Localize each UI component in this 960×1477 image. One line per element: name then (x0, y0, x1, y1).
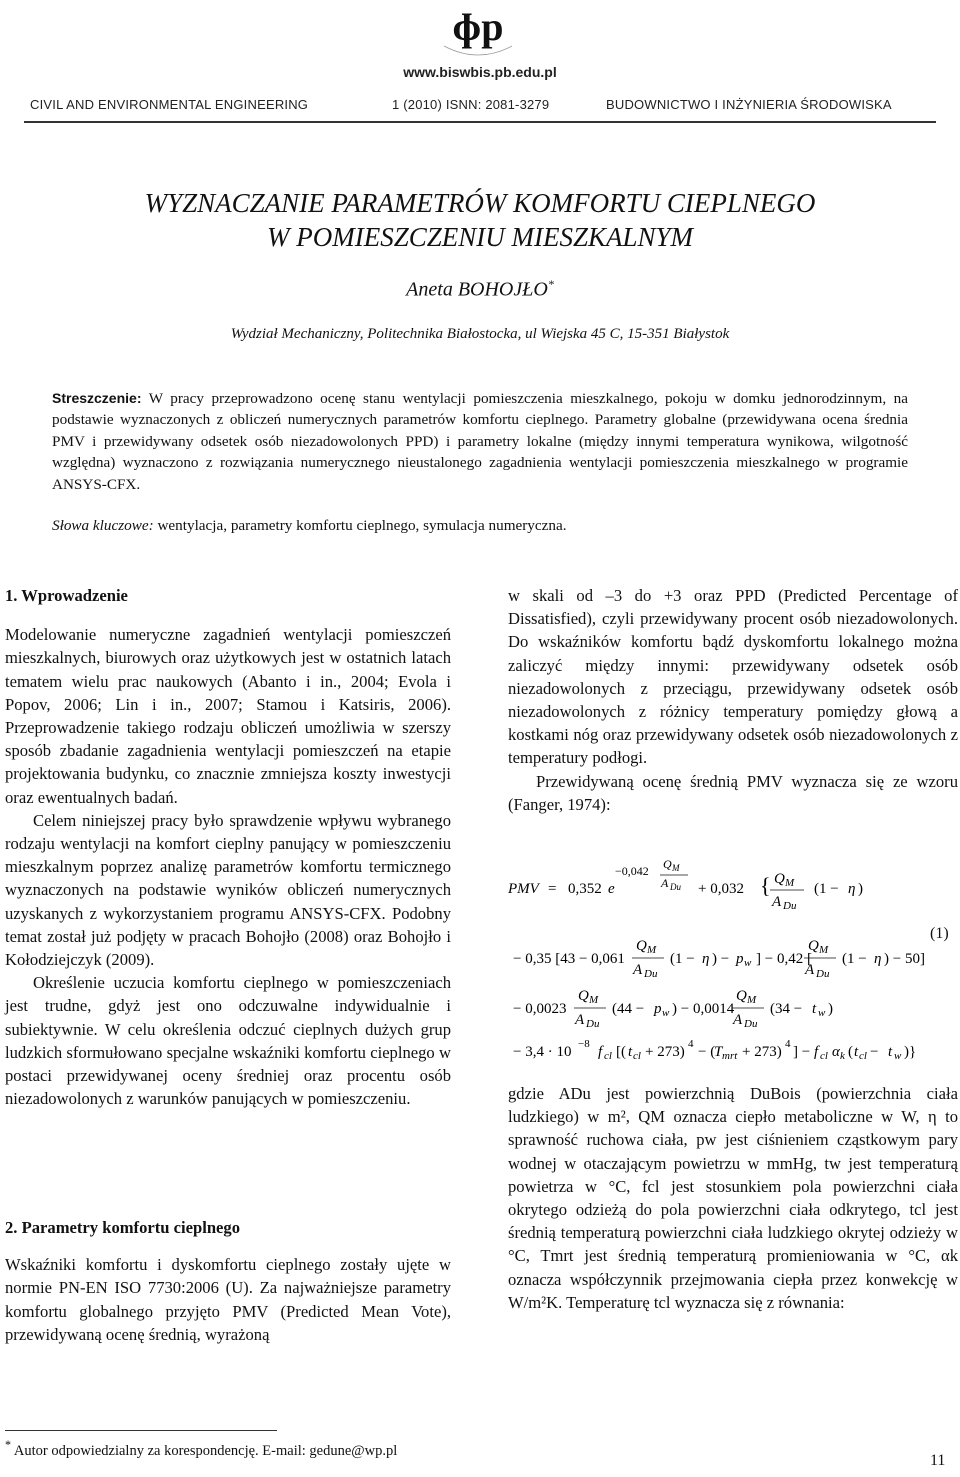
svg-text:A: A (575, 1012, 585, 1028)
svg-text:Q: Q (808, 938, 819, 954)
affiliation: Wydział Mechaniczny, Politechnika Białostocka, ul Wiejska 45 C, 15-351 Białystok (230, 326, 730, 342)
svg-text:(1 −: (1 − (670, 951, 695, 967)
svg-text:Du: Du (783, 900, 797, 912)
abstract-label: Streszczenie: (52, 390, 142, 406)
svg-text:(1 −: (1 − (814, 881, 839, 897)
journal-english-name: CIVIL AND ENVIRONMENTAL ENGINEERING (30, 97, 309, 112)
svg-text:Q: Q (736, 988, 747, 1004)
svg-text:Du: Du (816, 968, 830, 980)
author-footnote-mark: * (547, 277, 554, 291)
university-logo (430, 6, 526, 58)
journal-polish-name: BUDOWNICTWO I INŻYNIERIA ŚRODOWISKA (606, 97, 892, 112)
journal-issue: 1 (2010) ISNN: 2081-3279 (392, 97, 550, 112)
section-2-paragraph-1: Wskaźniki komfortu i dyskomfortu cieplnego zostały ujęte w normie PN-EN ISO 7730:2006 (U). Za najważniejsze parametry komfortu globalnego przyjęto PMV (Predicted Mean Vote), przewidywaną ocenę średnią, wyrażoną (5, 1255, 451, 1344)
svg-text:A: A (661, 876, 669, 890)
svg-text:t: t (888, 1044, 893, 1060)
svg-text:A: A (772, 894, 782, 910)
svg-text:ɸp: ɸp (452, 6, 504, 49)
svg-text:A: A (633, 962, 643, 978)
svg-text:[(: [( (616, 1044, 626, 1060)
svg-text:w: w (744, 957, 752, 969)
svg-text:M: M (589, 994, 599, 1006)
svg-text:Q: Q (636, 938, 647, 954)
author (0, 277, 960, 302)
svg-text:p: p (654, 1001, 662, 1017)
section-1-heading: 1. Wprowadzenie (5, 586, 128, 605)
svg-text:M: M (747, 994, 757, 1006)
header-rule (24, 121, 936, 123)
svg-text:(: ( (848, 1044, 853, 1060)
svg-text:f: f (814, 1044, 819, 1060)
keywords-text: wentylacja, parametry komfortu cieplnego, symulacja numeryczna. (153, 517, 567, 534)
svg-text:M: M (785, 877, 795, 889)
right-paragraph-1: w skali od –3 do +3 oraz PPD (Predicted Percentage of Dissatisfied), czyli przewidywany procent osób niezadowolonych. Do wskaźników komfortu bądź dyskomfortu lokalnego można zaliczyć między innymi: przewidywany odsetek osób niezadowolonych z przeciągu, przewidywany odsetek osób niezadowolonych z różnicy temperatury pomiędzy głową a kostkami nóg oraz przewidywany odsetek osób niezadowolonych z temperatury podłogi. (508, 586, 958, 768)
page-number: 11 (930, 1452, 946, 1469)
svg-text:− (: − ( (698, 1044, 716, 1060)
svg-text:Q: Q (578, 988, 589, 1004)
svg-text:mrt: mrt (722, 1050, 738, 1062)
svg-text:(44 −: (44 − (612, 1001, 645, 1017)
footnote-text: Autor odpowiedzialny za korespondencję. E-mail: gedune@wp.pl (13, 1442, 398, 1459)
svg-text:) − 50]: ) − 50] (884, 951, 925, 967)
section-1-paragraph-1: Modelowanie numeryczne zagadnień wentylacji pomieszczeń mieszkalnych, biurowych oraz użytkowych jest w ostatnich latach tematem wielu prac naukowych (Abanto i in., 2004; Evola i Popov, 2006; Lin i in., 2007; Stamou i Katsiris, 2006). Przeprowadzenie takiego rodzaju obliczeń umożliwia w szerszy sposób zbadanie zagadnienia wentylacji pomieszczeń na etapie projektowania budynku, co znacznie zmniejsza koszty inwestycji oraz ewentualnych badań. (5, 625, 451, 807)
keywords-label: Słowa kluczowe: (52, 517, 154, 534)
svg-text:] −: ] − (793, 1044, 811, 1060)
svg-text:− 0,35 [43 − 0,061: − 0,35 [43 − 0,061 (513, 951, 625, 967)
svg-text:4: 4 (785, 1038, 791, 1050)
footnote-rule (5, 1430, 277, 1431)
svg-text:0,352: 0,352 (568, 881, 602, 897)
author-name: Aneta BOHOJŁO (406, 278, 548, 301)
svg-text:cl: cl (633, 1050, 641, 1062)
svg-text:Q: Q (774, 871, 785, 887)
svg-text:η: η (702, 951, 710, 967)
svg-text:k: k (840, 1050, 845, 1062)
svg-text:t: t (812, 1001, 817, 1017)
svg-text:4: 4 (688, 1038, 694, 1050)
keywords (52, 517, 908, 535)
svg-text:Du: Du (670, 882, 681, 892)
svg-text:A: A (805, 962, 815, 978)
svg-text:p: p (736, 951, 744, 967)
paper-title-line-1: WYZNACZANIE PARAMETRÓW KOMFORTU CIEPLNEGO (144, 188, 816, 218)
journal-url[interactable]: www.biswbis.pb.edu.pl (403, 64, 557, 80)
svg-text:M: M (672, 863, 680, 873)
svg-text:Du: Du (644, 968, 658, 980)
svg-text:−8: −8 (578, 1038, 590, 1050)
svg-text:{: { (760, 873, 771, 898)
abstract-text: W pracy przeprowadzono ocenę stanu wentylacji pomieszczenia mieszkalnego, pokoju w domku jednorodzinnym, na podstawie wyznaczonych z obliczeń numerycznych parametrów komfortu cieplnego. Parametry globalne (przewidywana ocena średnia PMV i przewidywany odsetek osób niezadowolonych PPD) i parametry lokalne (między innymi temperatura wynikowa, wilgotność względna) wyznaczono z rozwiązania numerycznego nieustalonego zagadnienia wentylacji pomieszczenia mieszkalnego w programie ANSYS-CFX. (52, 390, 908, 493)
svg-text:t: t (854, 1044, 859, 1060)
svg-text:e: e (608, 881, 615, 897)
svg-text:)}: )} (904, 1044, 917, 1060)
svg-text:] − 0,42 [: ] − 0,42 [ (756, 951, 812, 967)
svg-text:+ 273): + 273) (742, 1044, 782, 1060)
svg-text:cl: cl (859, 1050, 867, 1062)
svg-text:cl: cl (604, 1050, 612, 1062)
svg-text:−0,042: −0,042 (615, 864, 649, 878)
svg-text:T: T (714, 1044, 723, 1060)
svg-text:M: M (819, 944, 829, 956)
svg-text:w: w (818, 1007, 826, 1019)
svg-text:Du: Du (586, 1018, 600, 1030)
section-1-paragraph-3: Określenie uczucia komfortu cieplnego w pomieszczeniach jest trudne, gdyż jest ono odczuwalne indywidualnie i subiektywnie. W celu określenia odczuć cieplnych dużych grup ludzkich sformułowano specjalne wskaźniki komfortu cieplnego w postaci przewidywanej oceny średniej oraz procentu osób niezadowolonych z warunków panujących w pomieszczeniu. (5, 973, 451, 1109)
svg-text:−: − (870, 1044, 879, 1060)
svg-text:M: M (647, 944, 657, 956)
svg-text:f: f (598, 1044, 603, 1060)
svg-text:) −: ) − (712, 951, 730, 967)
svg-text:η: η (874, 951, 882, 967)
svg-text:(1 −: (1 − (842, 951, 867, 967)
svg-text:): ) (828, 1001, 833, 1017)
svg-text:cl: cl (820, 1050, 828, 1062)
svg-text:Du: Du (744, 1018, 758, 1030)
footnote-mark: * (5, 1438, 12, 1452)
svg-text:t: t (628, 1044, 633, 1060)
svg-text:Q: Q (663, 857, 672, 871)
svg-text:w: w (894, 1050, 902, 1062)
svg-text:=: = (548, 881, 557, 897)
svg-text:PMV: PMV (508, 881, 539, 897)
section-1-paragraph-2: Celem niniejszej pracy było sprawdzenie wpływu wybranego rodzaju wentylacji na komfort cieplny panujący w pomieszczeniu mieszkalnym poprzez analizę parametrów komfortu termicznego wyznaczonych na podstawie wyników obliczeń numerycznych uzyskanych z wykorzystaniem programu ANSYS-CFX. Podobny temat został już podjęty w pracach Bohojło (2008) oraz Bohojło i Kołodziejczyk (2009). (5, 810, 451, 970)
pmv-equation (508, 848, 928, 1068)
svg-text:(34 −: (34 − (770, 1001, 803, 1017)
svg-text:η: η (848, 881, 856, 897)
svg-text:− 0,0023: − 0,0023 (513, 1001, 567, 1017)
paper-title-line-2: W POMIESZCZENIU MIESZKALNYM (266, 222, 693, 252)
section-2-heading: 2. Parametry komfortu cieplnego (5, 1218, 241, 1237)
right-paragraph-3: gdzie ADu jest powierzchnią DuBois (powierzchnia ciała ludzkiego) w m², QM oznacza ciepło metaboliczne w W, η to sprawność ruchowa ciała, pw jest ciśnieniem cząstkowym pary wodnej w otaczającym powietrzu w mmHg, tw jest temperaturą powietrza w °C, fcl jest stosunkiem pola powierzchni ciała okrytego odzieżą do pola powierzchni ciała odkrytego, tcl jest średnią temperaturą powierzchni ciała ludzkiego okrytej odzieży w °C, Tmrt jest średnią temperaturą promieniowania w °C, αk oznacza współczynnik przejmowania ciepła przez konwekcję w W/m²K. Temperaturę tcl wyznacza się z równania: (508, 1084, 958, 1312)
svg-text:): ) (858, 881, 863, 897)
left-column (5, 584, 451, 1110)
svg-text:− 3,4 · 10: − 3,4 · 10 (513, 1044, 572, 1060)
svg-text:α: α (832, 1044, 840, 1060)
right-paragraph-2: Przewidywaną ocenę średnią PMV wyznacza się ze wzoru (Fanger, 1974): (508, 771, 958, 814)
journal-bar (30, 97, 930, 117)
svg-text:w: w (662, 1007, 670, 1019)
footnote (5, 1438, 397, 1460)
abstract (52, 388, 908, 495)
svg-text:+ 0,032: + 0,032 (698, 881, 744, 897)
svg-text:+ 273): + 273) (645, 1044, 685, 1060)
svg-text:) − 0,0014: ) − 0,0014 (672, 1001, 735, 1017)
svg-text:A: A (733, 1012, 743, 1028)
right-column-bottom (508, 1082, 958, 1314)
right-column-top (508, 584, 958, 816)
left-column-section-2 (5, 1216, 451, 1346)
equation-number: (1) (930, 925, 949, 942)
